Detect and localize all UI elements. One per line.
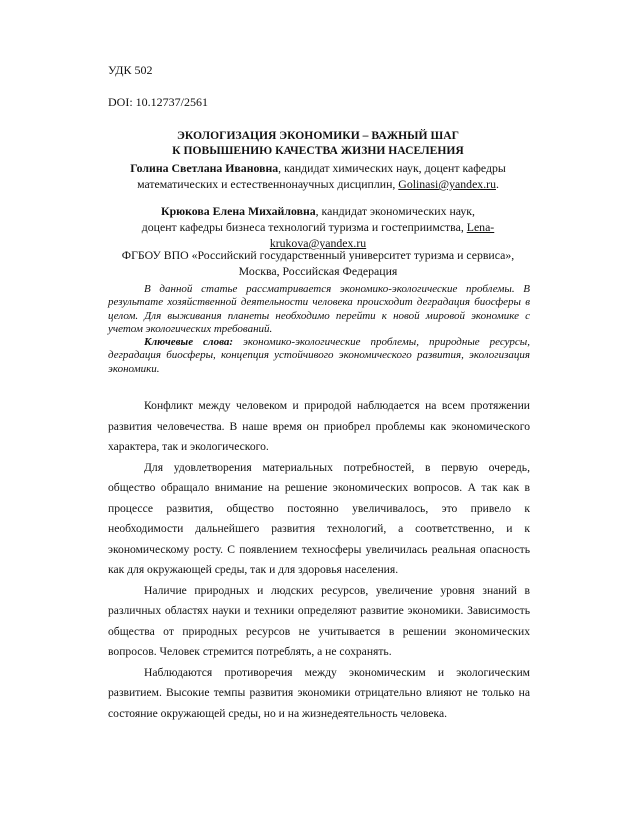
body-paragraph: Наблюдаются противоречия между экономическим и экологическим развитием. Высокие темпы развития экономики отрицательно влияют не только на состояние окружающей среды, но и на жизнедеятельность человека.	[108, 665, 530, 720]
udk-code: УДК 502	[108, 63, 153, 77]
keywords-list: экономико-экологические проблемы, природные ресурсы, деградация биосферы, концепция устойчивого экономического развития, экологизация экономики.	[108, 336, 530, 375]
organization-line-1: ФГБОУ ВПО «Российский государственный университет туризма и сервиса»,	[121, 248, 515, 262]
article-body	[108, 396, 530, 724]
author-2-desc: , кандидат экономических наук,	[315, 204, 475, 218]
author-1	[100, 160, 536, 192]
title-line-1: ЭКОЛОГИЗАЦИЯ ЭКОНОМИКИ – ВАЖНЫЙ ШАГ	[177, 129, 459, 142]
body-paragraph: Конфликт между человеком и природой наблюдается на всем протяжении развития человечества. В наше время он приобрел проблемы как экономического характера, так и экологического.	[108, 399, 530, 453]
title-line-2: К ПОВЫШЕНИЮ КАЧЕСТВА ЖИЗНИ НАСЕЛЕНИЯ	[172, 144, 464, 157]
article-title	[108, 128, 528, 158]
body-paragraph: Для удовлетворения материальных потребностей, в первую очередь, общество обращало внимание на решение экономических вопросов. А так как в процессе развития, общество постоянно увеличивалось, это привело к необходимости дальнейшего развития технологий, а соответственно, и к экономическому росту. С появлением техносферы увеличилась реальная опасность как для окружающей среды, так и для здоровья населения.	[108, 460, 530, 576]
author-2-desc2: доцент кафедры бизнеса технологий туризма и гостеприимства,	[141, 220, 467, 234]
author-1-email[interactable]: Golinasi@yandex.ru	[398, 177, 496, 191]
author-1-desc2: математических и естественнонаучных дисциплин,	[137, 177, 399, 191]
keywords-label: Ключевые слова:	[144, 336, 234, 349]
author-1-tail: .	[495, 177, 499, 191]
doi: DOI: 10.12737/2561	[108, 95, 208, 109]
author-1-desc: , кандидат химических наук, доцент кафедры	[278, 161, 506, 175]
author-2-name: Крюкова Елена Михайловна	[161, 204, 316, 218]
abstract	[108, 283, 530, 376]
abstract-text: В данной статье рассматривается экономико-экологические проблемы. В результате хозяйственной деятельности человека происходит деградация биосферы в целом. Для выживания планеты необходимо перейти к новой мировой экономике с учетом экологических требований.	[108, 283, 530, 335]
author-1-name: Голина Светлана Ивановна	[130, 161, 279, 175]
author-2	[100, 203, 536, 251]
body-paragraph: Наличие природных и людских ресурсов, увеличение уровня знаний в различных областях науки и техники определяют развитие экономики. Зависимость общества от природных ресурсов не учитывается в решении экономических вопросов. Человек стремится потреблять, а не сохранять.	[108, 583, 530, 658]
organization	[100, 247, 536, 279]
keywords	[108, 336, 530, 376]
organization-line-2: Москва, Российская Федерация	[238, 264, 398, 278]
author-2-email[interactable]: Lena-krukova@yandex.ru	[269, 220, 495, 250]
